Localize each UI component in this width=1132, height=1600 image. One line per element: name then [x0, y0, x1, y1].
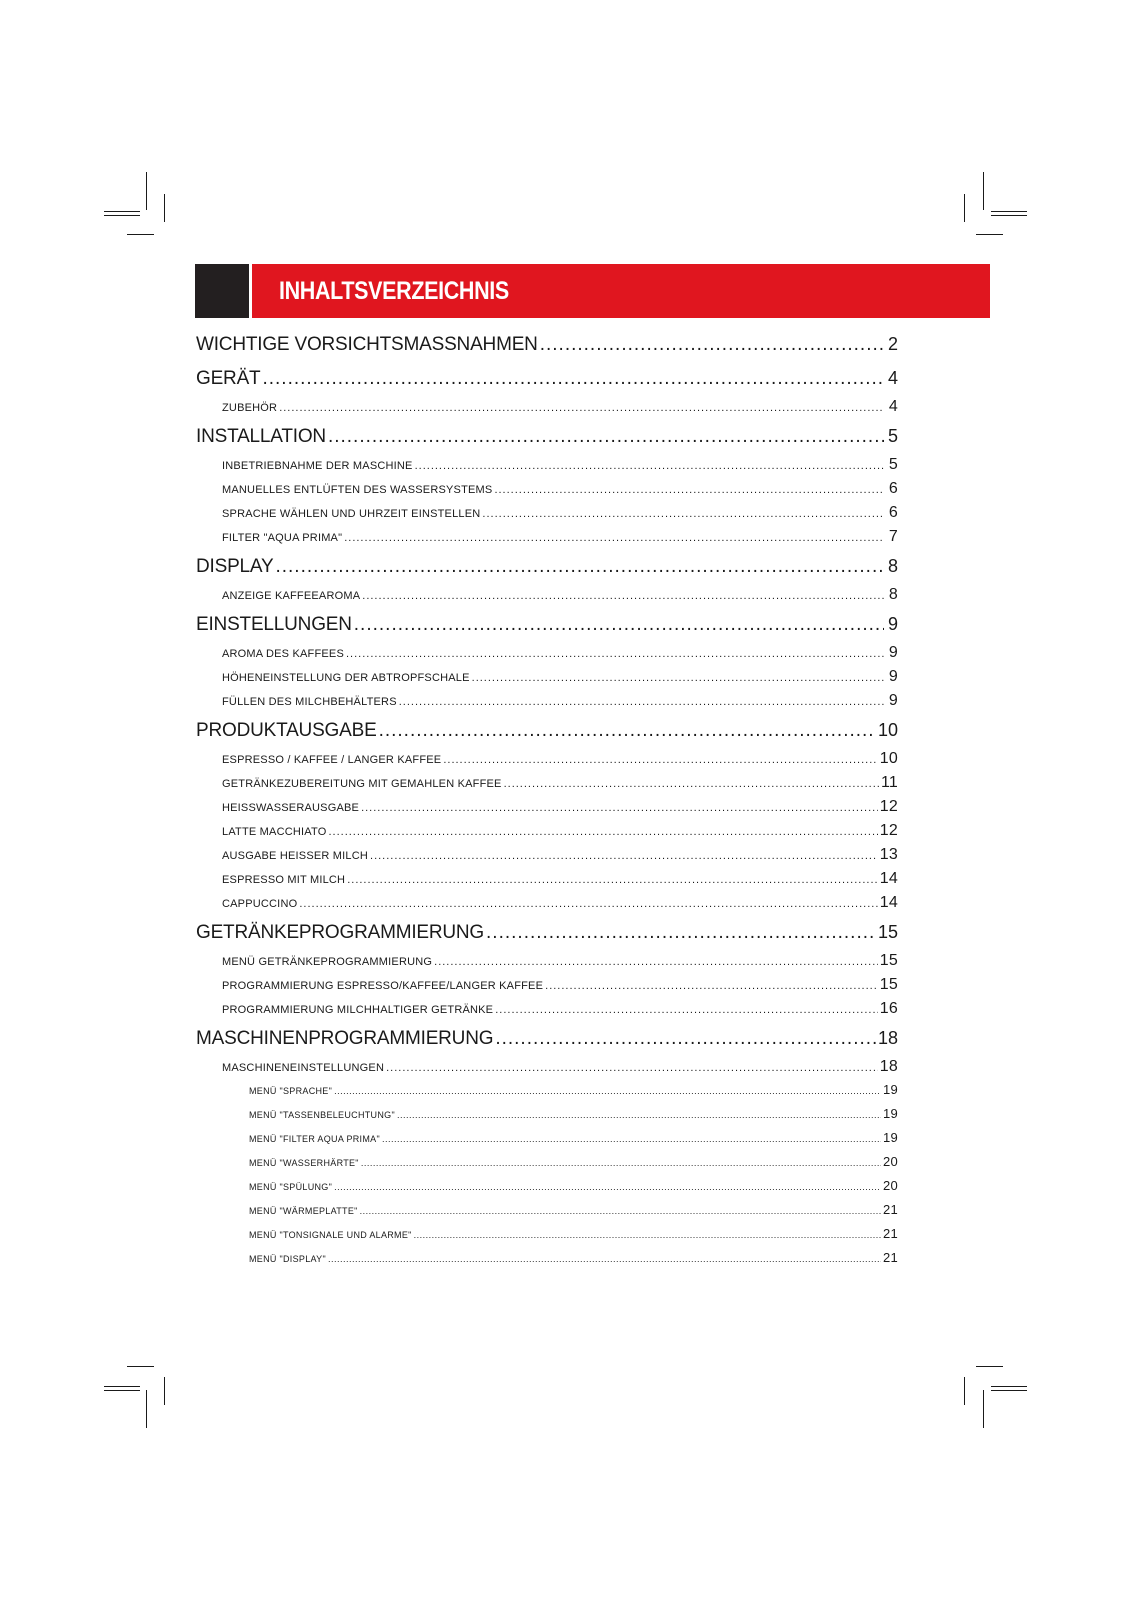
toc-entry[interactable] [196, 610, 898, 644]
toc-entry[interactable] [196, 1000, 898, 1024]
toc-entry-label: MENÜ "TASSENBELEUCHTUNG" [249, 1110, 395, 1120]
toc-entry[interactable] [196, 644, 898, 668]
toc-entry-label: ESPRESSO MIT MILCH [222, 874, 346, 886]
toc-entry-label: MASCHINENEINSTELLUNGEN [222, 1062, 385, 1074]
toc-entry-page: 21 [882, 1202, 898, 1217]
toc-entry[interactable] [196, 1058, 898, 1082]
crop-mark [146, 172, 147, 210]
toc-entry-page: 14 [879, 894, 898, 911]
toc-entry[interactable] [196, 552, 898, 586]
dot-leader [334, 1086, 881, 1096]
toc-entry-page: 8 [887, 556, 898, 576]
crop-mark [983, 1390, 984, 1428]
toc-entry-page: 19 [882, 1106, 898, 1121]
dot-leader [443, 754, 877, 766]
toc-entry-label: MENÜ "WASSERHÄRTE" [249, 1158, 359, 1168]
toc-entry-page: 4 [887, 368, 898, 388]
toc-entry-page: 4 [888, 398, 898, 415]
toc-entry-page: 2 [887, 334, 898, 354]
toc-entry-label: MASCHINENPROGRAMMIERUNG [196, 1028, 494, 1049]
toc-entry-page: 10 [879, 750, 898, 767]
page-title: INHALTSVERZEICHNIS [279, 277, 509, 305]
toc-entry-label: ZUBEHÖR [222, 402, 278, 414]
toc-entry[interactable] [196, 822, 898, 846]
crop-mark [964, 194, 965, 222]
toc-entry-page: 12 [879, 798, 898, 815]
dot-leader [361, 802, 878, 814]
toc-entry[interactable] [196, 952, 898, 976]
toc-entry-page: 19 [882, 1082, 898, 1097]
toc-entry-page: 5 [887, 426, 898, 446]
toc-entry-page: 15 [877, 922, 898, 942]
toc-entry[interactable] [196, 1130, 898, 1154]
toc-entry[interactable] [196, 1154, 898, 1178]
toc-entry-page: 7 [888, 528, 898, 545]
toc-entry[interactable] [196, 504, 898, 528]
dot-leader [486, 922, 876, 944]
toc-entry-page: 9 [887, 614, 898, 634]
toc-entry-label: LATTE MACCHIATO [222, 826, 327, 838]
dot-leader [540, 334, 884, 356]
toc-entry-page: 18 [877, 1028, 898, 1048]
toc-entry-label: INSTALLATION [196, 426, 326, 447]
dot-leader [328, 1254, 881, 1264]
dot-leader [299, 898, 877, 910]
dot-leader [397, 1110, 881, 1120]
toc-entry-label: CAPPUCCINO [222, 898, 298, 910]
crop-mark [164, 1377, 165, 1405]
toc-entry-page: 21 [882, 1250, 898, 1265]
toc-entry-label: MENÜ "DISPLAY" [249, 1254, 326, 1264]
toc-entry-page: 8 [888, 586, 898, 603]
dot-leader [347, 874, 878, 886]
toc-entry-page: 15 [879, 976, 898, 993]
toc-entry[interactable] [196, 1178, 898, 1202]
toc-entry-label: ESPRESSO / KAFFEE / LANGER KAFFEE [222, 754, 442, 766]
toc-entry[interactable] [196, 668, 898, 692]
toc-entry-label: FÜLLEN DES MILCHBEHÄLTERS [222, 696, 397, 708]
header-square [195, 264, 249, 318]
toc-entry-page: 6 [888, 480, 898, 497]
crop-mark [991, 211, 1027, 212]
toc-entry-label: SPRACHE WÄHLEN UND UHRZEIT EINSTELLEN [222, 508, 481, 520]
toc-entry-label: GETRÄNKEZUBEREITUNG MIT GEMAHLEN KAFFEE [222, 778, 502, 790]
toc-entry[interactable] [196, 870, 898, 894]
crop-mark [991, 1386, 1027, 1387]
toc-entry-page: 9 [888, 644, 898, 661]
toc-entry-label: PROGRAMMIERUNG MILCHHALTIGER GETRÄNKE [222, 1004, 494, 1016]
dot-leader [434, 956, 878, 968]
crop-mark [164, 194, 165, 222]
dot-leader [504, 778, 879, 790]
toc-entry-page: 20 [882, 1178, 898, 1193]
toc-entry-label: MANUELLES ENTLÜFTEN DES WASSERSYSTEMS [222, 484, 493, 496]
toc-entry[interactable] [196, 716, 898, 750]
toc-entry-label: PROGRAMMIERUNG ESPRESSO/KAFFEE/LANGER KAFFEE [222, 980, 544, 992]
toc-entry-page: 6 [888, 504, 898, 521]
toc-entry-label: AUSGABE HEISSER MILCH [222, 850, 369, 862]
dot-leader [360, 1206, 881, 1216]
toc-entry[interactable] [196, 918, 898, 952]
toc-entry-page: 16 [879, 1000, 898, 1017]
toc-entry-page: 12 [879, 822, 898, 839]
dot-leader [495, 1004, 878, 1016]
dot-leader [482, 508, 884, 520]
toc-entry[interactable] [196, 456, 898, 480]
toc-entry-label: DISPLAY [196, 556, 274, 577]
dot-leader [415, 460, 884, 472]
toc-entry-label: MENÜ "SPRACHE" [249, 1086, 333, 1096]
toc-entry-page: 11 [880, 774, 898, 791]
toc-entry[interactable] [196, 976, 898, 1000]
crop-mark [127, 234, 154, 235]
toc-entry-page: 21 [882, 1226, 898, 1241]
toc-entry-label: MENÜ "FILTER AQUA PRIMA" [249, 1134, 380, 1144]
toc-entry[interactable] [196, 398, 898, 422]
crop-mark [104, 215, 140, 216]
dot-leader [275, 556, 884, 578]
toc-entry-label: PRODUKTAUSGABE [196, 720, 377, 741]
toc-entry-label: GERÄT [196, 368, 261, 389]
toc-entry-label: MENÜ GETRÄNKEPROGRAMMIERUNG [222, 956, 433, 968]
toc-entry-label: HÖHENEINSTELLUNG DER ABTROPFSCHALE [222, 672, 470, 684]
toc-entry[interactable] [196, 586, 898, 610]
toc-entry[interactable] [196, 1250, 898, 1274]
toc-entry-page: 18 [879, 1058, 898, 1075]
crop-mark [964, 1377, 965, 1405]
dot-leader [472, 672, 884, 684]
dot-leader [545, 980, 878, 992]
dot-leader [354, 614, 884, 636]
crop-mark [991, 215, 1027, 216]
toc-entry[interactable] [196, 1106, 898, 1130]
toc-entry[interactable] [196, 528, 898, 552]
toc-entry[interactable] [196, 846, 898, 870]
crop-mark [104, 1390, 140, 1391]
dot-leader [262, 368, 884, 390]
dot-leader [344, 532, 884, 544]
toc-entry-label: FILTER "AQUA PRIMA" [222, 532, 343, 544]
crop-mark [991, 1390, 1027, 1391]
toc-entry-label: AROMA DES KAFFEES [222, 648, 344, 660]
dot-leader [382, 1134, 881, 1144]
crop-mark [146, 1390, 147, 1428]
toc-entry[interactable] [196, 692, 898, 716]
toc-entry[interactable] [196, 1024, 898, 1058]
toc-entry-label: INBETRIEBNAHME DER MASCHINE [222, 460, 413, 472]
crop-mark [127, 1366, 154, 1367]
dot-leader [495, 1028, 876, 1050]
toc-entry-page: 13 [879, 846, 898, 863]
toc-entry-label: EINSTELLUNGEN [196, 614, 352, 635]
dot-leader [399, 696, 884, 708]
toc-entry-label: MENÜ "WÄRMEPLATTE" [249, 1206, 358, 1216]
dot-leader [334, 1182, 881, 1192]
dot-leader [414, 1230, 881, 1240]
crop-mark [976, 234, 1003, 235]
dot-leader [379, 720, 876, 742]
crop-mark [104, 1386, 140, 1387]
toc-entry-label: GETRÄNKEPROGRAMMIERUNG [196, 922, 485, 943]
toc-entry[interactable] [196, 1082, 898, 1106]
crop-mark [976, 1366, 1003, 1367]
toc-entry[interactable] [196, 480, 898, 504]
toc-entry-page: 5 [888, 456, 898, 473]
toc-entry-label: MENÜ "SPÜLUNG" [249, 1182, 333, 1192]
toc-entry[interactable] [196, 894, 898, 918]
toc-entry[interactable] [196, 1226, 898, 1250]
dot-leader [346, 648, 884, 660]
toc-entry[interactable] [196, 774, 898, 798]
dot-leader [361, 1158, 881, 1168]
dot-leader [494, 484, 884, 496]
crop-mark [104, 211, 140, 212]
toc-entry-page: 19 [882, 1130, 898, 1145]
toc-entry[interactable] [196, 422, 898, 456]
toc-entry-label: WICHTIGE VORSICHTSMASSNAHMEN [196, 334, 538, 355]
toc-entry-page: 10 [877, 720, 898, 740]
toc-entry[interactable] [196, 798, 898, 822]
toc-entry[interactable] [196, 750, 898, 774]
dot-leader [370, 850, 878, 862]
crop-mark [983, 172, 984, 210]
toc-entry-page: 14 [879, 870, 898, 887]
toc-entry-page: 9 [888, 692, 898, 709]
dot-leader [362, 590, 884, 602]
dot-leader [279, 402, 884, 414]
toc-entry-label: MENÜ "TONSIGNALE UND ALARME" [249, 1230, 412, 1240]
toc-entry-label: HEISSWASSERAUSGABE [222, 802, 360, 814]
toc-entry[interactable] [196, 330, 898, 364]
toc-entry-page: 15 [879, 952, 898, 969]
toc-entry[interactable] [196, 1202, 898, 1226]
toc-entry-page: 20 [882, 1154, 898, 1169]
toc-entry[interactable] [196, 364, 898, 398]
dot-leader [328, 426, 884, 448]
toc-entry-page: 9 [888, 668, 898, 685]
table-of-contents [196, 330, 898, 1274]
toc-entry-label: ANZEIGE KAFFEEAROMA [222, 590, 361, 602]
dot-leader [386, 1062, 878, 1074]
dot-leader [328, 826, 877, 838]
